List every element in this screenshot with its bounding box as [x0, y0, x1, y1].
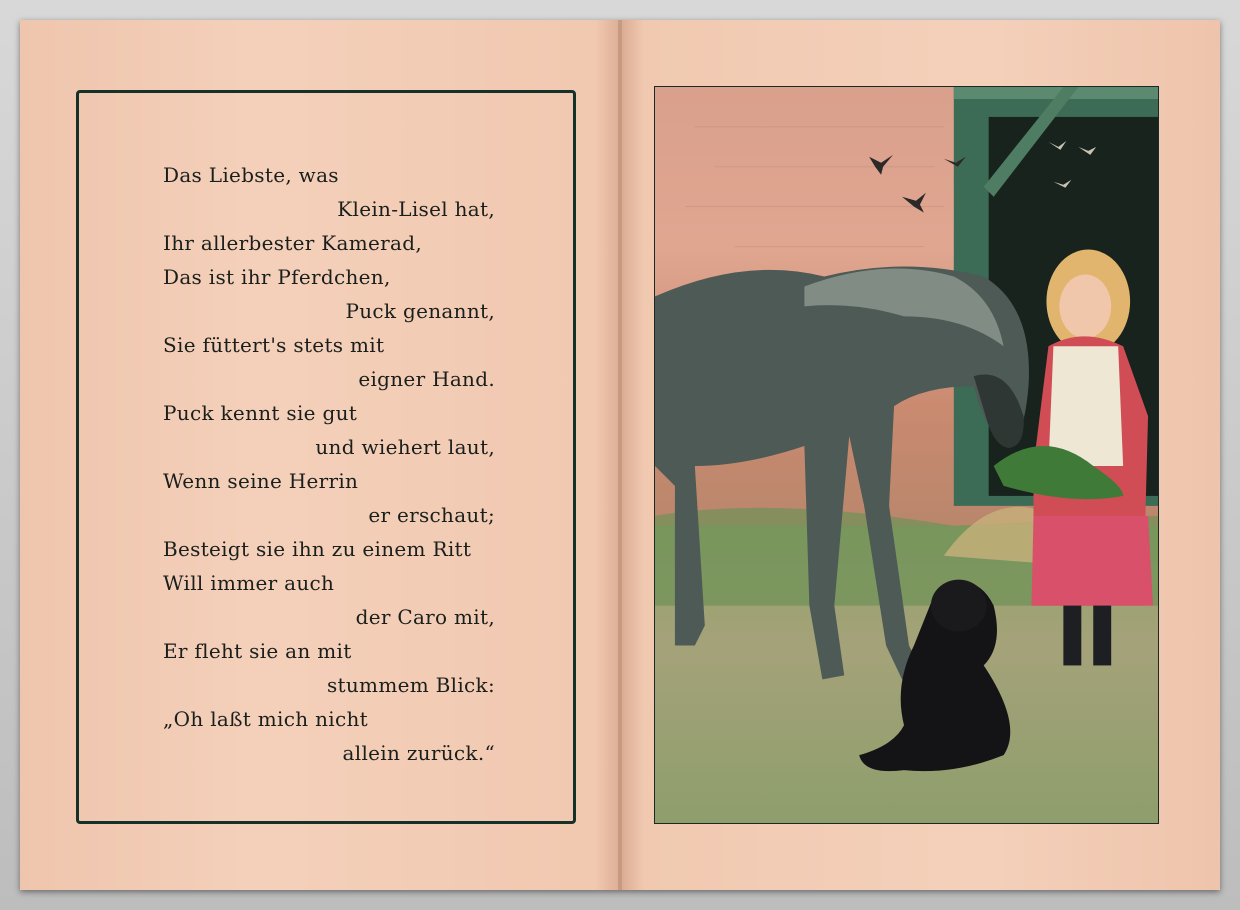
- book-gutter: [618, 20, 622, 890]
- poem-line: Puck kennt sie gut: [163, 401, 358, 425]
- poem-line: der Caro mit,: [355, 605, 495, 629]
- open-book: [20, 20, 1220, 890]
- poem-line: Das ist ihr Pferdchen,: [163, 265, 391, 289]
- illustration-art: [655, 87, 1158, 823]
- poem: [79, 93, 573, 821]
- poem-line: und wiehert laut,: [315, 435, 495, 459]
- poem-line: er erschaut;: [368, 503, 495, 527]
- illustration-girl-horse-dog: [654, 86, 1159, 824]
- poem-line: eigner Hand.: [358, 367, 495, 391]
- poem-line: allein zurück.“: [342, 741, 495, 765]
- poem-line: Das Liebste, was: [163, 163, 339, 187]
- poem-frame: [76, 90, 576, 824]
- poem-line: Puck genannt,: [345, 299, 495, 323]
- poem-line: Er fleht sie an mit: [163, 639, 352, 663]
- left-page: [20, 20, 620, 890]
- poem-line: Will immer auch: [163, 571, 335, 595]
- poem-line: stummem Blick:: [326, 673, 495, 697]
- poem-line: Wenn seine Herrin: [163, 469, 359, 493]
- poem-line: „Oh laßt mich nicht: [163, 707, 368, 731]
- poem-line: Sie füttert's stets mit: [163, 333, 385, 357]
- poem-line: Ihr allerbester Kamerad,: [163, 231, 423, 255]
- poem-line: Besteigt sie ihn zu einem Ritt: [163, 537, 472, 561]
- poem-line: Klein-Lisel hat,: [337, 197, 495, 221]
